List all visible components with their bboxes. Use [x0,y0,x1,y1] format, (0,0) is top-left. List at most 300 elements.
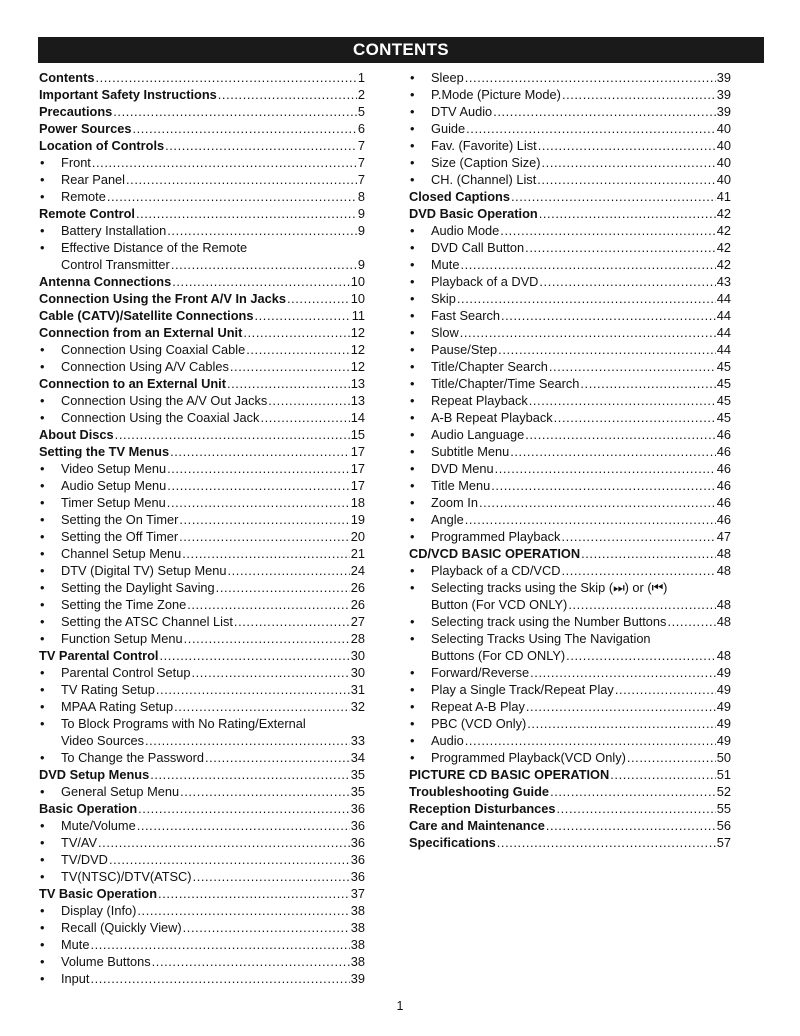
toc-subentry[interactable] [409,273,731,290]
toc-entry-title: MPAA Rating Setup [61,699,174,714]
toc-page-number: 44 [716,308,731,323]
toc-entry-title: Subtitle Menu [431,444,510,459]
toc-entry-title: Angle [431,512,464,527]
dot-leader [667,613,715,630]
toc-page-number: 13 [350,393,365,408]
toc-page-number: 11 [351,308,365,323]
toc-entry-title: Playback of a DVD [431,274,539,289]
bullet-icon: • [410,631,415,646]
dot-leader [539,273,715,290]
toc-subentry[interactable] [39,188,365,205]
toc-section-entry[interactable] [39,69,365,86]
toc-subentry[interactable] [39,749,365,766]
dot-leader [184,630,350,647]
dot-leader [511,188,716,205]
dot-leader [138,800,350,817]
toc-page-number: 24 [350,563,365,578]
toc-entry-title: Repeat A-B Play [431,699,525,714]
toc-subentry[interactable] [409,239,731,256]
toc-page-number: 17 [350,444,365,459]
toc-entry-title: TV(NTSC)/DTV(ATSC) [61,869,192,884]
dot-leader [150,766,350,783]
dot-leader [191,664,349,681]
toc-entry-title: Remote Control [39,206,135,221]
toc-section-entry[interactable] [409,205,731,222]
toc-entry-title: DVD Call Button [431,240,525,255]
toc-subentry[interactable] [409,290,731,307]
toc-subentry[interactable] [409,86,731,103]
toc-subentry[interactable] [409,69,731,86]
dot-leader [137,902,349,919]
toc-subentry[interactable] [409,256,731,273]
toc-section-entry[interactable] [39,273,365,290]
toc-entry-title: P.Mode (Picture Mode) [431,87,561,102]
toc-subentry[interactable] [409,681,731,698]
toc-section-entry[interactable] [409,800,731,817]
toc-entry-title: Volume Buttons [61,954,151,969]
toc-section-entry[interactable] [39,647,365,664]
bullet-icon: • [410,461,415,476]
toc-entry-title: Audio Setup Menu [61,478,167,493]
toc-entry-title: Buttons (For CD ONLY) [431,648,566,663]
toc-entry-continuation[interactable] [409,596,731,613]
toc-section-entry[interactable] [39,103,365,120]
toc-entry-title: Connection Using the Coaxial Jack [61,410,260,425]
toc-section-entry[interactable] [409,188,731,205]
dot-leader [460,324,716,341]
toc-page-number: 13 [350,376,365,391]
toc-section-entry[interactable] [39,443,365,460]
toc-subentry[interactable] [409,103,731,120]
toc-page-number: 40 [716,155,731,170]
toc-page-number: 5 [357,104,365,119]
toc-section-entry[interactable] [39,375,365,392]
toc-section-entry[interactable] [39,800,365,817]
toc-page-number: 30 [350,665,365,680]
toc-entry-title: Video Sources [61,733,144,748]
toc-entry-title: DVD Basic Operation [409,206,538,221]
dot-leader [542,154,716,171]
bullet-icon: • [40,903,45,918]
toc-entry-title: DVD Menu [431,461,494,476]
bullet-icon: • [40,920,45,935]
toc-entry-title: Connection Using the A/V Out Jacks [61,393,268,408]
toc-entry-title: A-B Repeat Playback [431,410,553,425]
dot-leader [500,222,715,239]
toc-page-number: 36 [350,852,365,867]
toc-subentry[interactable] [39,953,365,970]
toc-entry-title: Troubleshooting Guide [409,784,550,799]
toc-section-entry[interactable] [39,766,365,783]
toc-entry-title: Fast Search [431,308,500,323]
toc-entry-title: Precautions [39,104,113,119]
dot-leader [115,426,350,443]
toc-entry-title: Setting the ATSC Channel List [61,614,233,629]
toc-subentry[interactable] [409,749,731,766]
toc-entry-title: DTV (Digital TV) Setup Menu [61,563,227,578]
toc-subentry[interactable] [39,783,365,800]
toc-page-number: 36 [350,869,365,884]
dot-leader [255,307,351,324]
dot-leader [287,290,350,307]
toc-subentry[interactable] [39,715,365,732]
toc-section-entry[interactable] [39,205,365,222]
dot-leader [113,103,357,120]
bullet-icon: • [410,495,415,510]
toc-entry-title: Input [61,971,90,986]
dot-leader [529,392,716,409]
toc-page-number: 33 [350,733,365,748]
toc-subentry[interactable] [409,494,731,511]
bullet-icon: • [410,240,415,255]
dot-leader [158,885,350,902]
toc-page-number: 46 [716,444,731,459]
toc-subentry[interactable] [409,137,731,154]
toc-entry-title: To Change the Password [61,750,204,765]
toc-subentry[interactable] [39,698,365,715]
toc-entry-continuation[interactable] [409,647,731,664]
toc-section-entry[interactable] [39,290,365,307]
toc-entry-title: Closed Captions [409,189,510,204]
dot-leader [183,919,350,936]
dot-leader [466,120,716,137]
bullet-icon: • [410,580,415,595]
toc-subentry[interactable] [409,375,731,392]
bullet-icon: • [410,257,415,272]
toc-subentry[interactable] [39,477,365,494]
toc-subentry[interactable] [39,562,365,579]
dot-leader [530,664,716,681]
dot-leader [218,86,357,103]
bullet-icon: • [40,580,45,595]
toc-page-number: 14 [350,410,365,425]
dot-leader [230,358,350,375]
dot-leader [549,358,716,375]
dot-leader [495,460,716,477]
bullet-icon: • [410,512,415,527]
dot-leader [246,341,350,358]
toc-entry-continuation[interactable] [39,732,365,749]
toc-subentry[interactable] [409,392,731,409]
bullet-icon: • [40,716,45,731]
toc-section-entry[interactable] [409,766,731,783]
bullet-icon: • [40,240,45,255]
toc-subentry[interactable] [409,171,731,188]
dot-leader [137,817,350,834]
toc-entry-title: Channel Setup Menu [61,546,182,561]
toc-page-number: 10 [350,291,365,306]
toc-entry-title: TV Basic Operation [39,886,158,901]
toc-section-entry[interactable] [409,817,731,834]
toc-subentry[interactable] [39,358,365,375]
toc-entry-title: Battery Installation [61,223,167,238]
toc-subentry[interactable] [39,494,365,511]
toc-page-number: 39 [716,70,731,85]
toc-page-number: 44 [716,291,731,306]
toc-subentry[interactable] [409,732,731,749]
toc-subentry[interactable] [39,613,365,630]
toc-subentry[interactable] [409,613,731,630]
toc-subentry[interactable] [409,511,731,528]
toc-page-number: 38 [350,954,365,969]
toc-section-entry[interactable] [39,137,365,154]
dot-leader [182,545,350,562]
toc-page-number: 43 [716,274,731,289]
toc-subentry[interactable] [409,630,731,647]
dot-leader [557,800,716,817]
toc-entry-title: Basic Operation [39,801,138,816]
toc-section-entry[interactable] [39,307,365,324]
toc-page-number: 21 [350,546,365,561]
dot-leader [165,137,357,154]
bullet-icon: • [40,155,45,170]
dot-leader [493,103,716,120]
toc-subentry[interactable] [39,154,365,171]
bullet-icon: • [40,393,45,408]
bullet-icon: • [40,495,45,510]
bullet-icon: • [410,478,415,493]
toc-entry-title: CD/VCD BASIC OPERATION [409,546,581,561]
toc-page-number: 56 [716,818,731,833]
bullet-icon: • [410,427,415,442]
toc-page-number: 42 [716,257,731,272]
toc-subentry[interactable] [39,222,365,239]
bullet-icon: • [410,121,415,136]
dot-leader [216,579,350,596]
toc-subentry[interactable] [39,834,365,851]
toc-subentry[interactable] [39,902,365,919]
dot-leader [491,477,715,494]
bullet-icon: • [410,665,415,680]
toc-subentry[interactable] [409,477,731,494]
toc-subentry[interactable] [39,919,365,936]
toc-subentry[interactable] [39,596,365,613]
toc-subentry[interactable] [39,664,365,681]
toc-subentry[interactable] [39,239,365,256]
dot-leader [627,749,716,766]
toc-subentry[interactable] [39,460,365,477]
toc-section-entry[interactable] [409,834,731,851]
toc-page-number: 9 [357,223,365,238]
dot-leader [243,324,349,341]
toc-subentry[interactable] [409,409,731,426]
toc-entry-title: Playback of a CD/VCD [431,563,561,578]
toc-entry-title: Important Safety Instructions [39,87,217,102]
toc-entry-title: Connection from an External Unit [39,325,243,340]
dot-leader [90,936,349,953]
toc-entry-title: Skip [431,291,456,306]
toc-page-number: 17 [350,478,365,493]
toc-entry-title: Slow [431,325,459,340]
toc-subentry[interactable] [39,817,365,834]
toc-page-number: 45 [716,393,731,408]
dot-leader [227,562,349,579]
toc-subentry[interactable] [409,562,731,579]
dot-leader [615,681,716,698]
bullet-icon: • [40,665,45,680]
toc-subentry[interactable] [409,358,731,375]
dot-leader [460,256,715,273]
toc-page-number: 35 [350,767,365,782]
toc-subentry[interactable] [409,443,731,460]
toc-subentry[interactable] [39,851,365,868]
dot-leader [479,494,716,511]
dot-leader [527,715,715,732]
toc-subentry[interactable] [39,528,365,545]
dot-leader [562,86,716,103]
toc-subentry[interactable] [409,460,731,477]
toc-entry-continuation[interactable] [39,256,365,273]
toc-page-number: 48 [716,597,731,612]
toc-section-entry[interactable] [39,885,365,902]
toc-entry-title: TV Parental Control [39,648,159,663]
toc-entry-title: Antenna Connections [39,274,172,289]
dot-leader [568,596,715,613]
bullet-icon: • [410,614,415,629]
toc-page-number: 39 [716,104,731,119]
toc-entry-title: Power Sources [39,121,132,136]
toc-subentry[interactable] [409,120,731,137]
toc-subentry[interactable] [39,579,365,596]
toc-subentry[interactable] [409,698,731,715]
bullet-icon: • [410,308,415,323]
toc-page-number: 42 [716,223,731,238]
toc-subentry[interactable] [409,222,731,239]
dot-leader [156,681,350,698]
toc-page-number: 26 [350,580,365,595]
toc-entry-title: Selecting Tracks Using The Navigation [431,631,651,646]
toc-page-number: 12 [350,359,365,374]
toc-entry-title: Connection Using Coaxial Cable [61,342,246,357]
toc-page-number: 8 [357,189,365,204]
toc-subentry[interactable] [409,154,731,171]
toc-entry-title: Contents [39,70,95,85]
toc-entry-title: Pause/Step [431,342,498,357]
bullet-icon: • [40,223,45,238]
bullet-icon: • [40,818,45,833]
dot-leader [268,392,349,409]
toc-entry-title: Mute [431,257,460,272]
toc-subentry[interactable] [39,171,365,188]
toc-section-entry[interactable] [409,783,731,800]
toc-subentry[interactable] [409,341,731,358]
bullet-icon: • [40,699,45,714]
toc-page-number: 38 [350,903,365,918]
dot-leader [554,409,716,426]
dot-leader [171,256,357,273]
toc-entry-title: Audio Mode [431,223,500,238]
toc-subentry[interactable] [39,392,365,409]
toc-page-number: 31 [350,682,365,697]
bullet-icon: • [410,444,415,459]
dot-leader [132,120,356,137]
toc-entry-title: Timer Setup Menu [61,495,166,510]
toc-page-number: 44 [716,342,731,357]
toc-entry-title: TV/DVD [61,852,108,867]
toc-subentry[interactable] [409,715,731,732]
toc-section-entry[interactable] [39,426,365,443]
toc-entry-title: Connection Using the Front A/V In Jacks [39,291,286,306]
dot-leader [167,477,349,494]
toc-subentry[interactable] [39,681,365,698]
toc-entry-title: Button (For VCD ONLY) [431,597,568,612]
dot-leader [179,528,350,545]
toc-subentry[interactable] [39,511,365,528]
dot-leader [525,426,716,443]
toc-page-number: 51 [716,767,731,782]
toc-subentry[interactable] [39,630,365,647]
toc-subentry[interactable] [39,970,365,987]
toc-subentry[interactable] [39,545,365,562]
toc-entry-title: Rear Panel [61,172,126,187]
bullet-icon: • [40,631,45,646]
toc-entry-title: Setting the Off Timer [61,529,179,544]
toc-page-number: 49 [716,665,731,680]
dot-leader [180,783,350,800]
bullet-icon: • [410,376,415,391]
bullet-icon: • [410,87,415,102]
toc-entry-title: Title Menu [431,478,491,493]
toc-subentry[interactable] [409,324,731,341]
toc-subentry[interactable] [39,936,365,953]
bullet-icon: • [410,291,415,306]
bullet-icon: • [40,835,45,850]
toc-section-entry[interactable] [39,324,365,341]
dot-leader [465,732,716,749]
toc-entry-title: Forward/Reverse [431,665,530,680]
bullet-icon: • [410,138,415,153]
toc-page-number: 10 [350,274,365,289]
toc-page-number: 7 [357,138,365,153]
toc-page-number: 49 [716,716,731,731]
bullet-icon: • [410,223,415,238]
toc-section-entry[interactable] [39,120,365,137]
toc-entry-title: TV Rating Setup [61,682,155,697]
bullet-icon: • [410,410,415,425]
toc-entry-title: Selecting tracks using the Skip (⏭) or (⏮) [431,580,668,595]
toc-subentry[interactable] [409,307,731,324]
dot-leader [107,188,357,205]
dot-leader [234,613,350,630]
toc-entry-title: TV/AV [61,835,98,850]
toc-subentry[interactable] [39,868,365,885]
toc-entry-title: Size (Caption Size) [431,155,541,170]
toc-subentry[interactable] [39,341,365,358]
toc-page-number: 30 [350,648,365,663]
bullet-icon: • [40,597,45,612]
toc-subentry[interactable] [409,579,731,596]
toc-page-number: 55 [716,801,731,816]
toc-entry-title: About Discs [39,427,114,442]
bullet-icon: • [410,359,415,374]
contents-title-banner: CONTENTS [38,37,764,63]
toc-subentry[interactable] [39,409,365,426]
toc-subentry[interactable] [409,426,731,443]
toc-page-number: 40 [716,172,731,187]
toc-section-entry[interactable] [39,86,365,103]
dot-leader [95,69,356,86]
toc-entry-title: General Setup Menu [61,784,180,799]
toc-page-number: 45 [716,376,731,391]
toc-entry-title: Video Setup Menu [61,461,167,476]
toc-section-entry[interactable] [409,545,731,562]
toc-subentry[interactable] [409,664,731,681]
bullet-icon: • [40,546,45,561]
toc-subentry[interactable] [409,528,731,545]
bullet-icon: • [40,750,45,765]
toc-page-number: 12 [350,342,365,357]
toc-entry-title: PBC (VCD Only) [431,716,527,731]
